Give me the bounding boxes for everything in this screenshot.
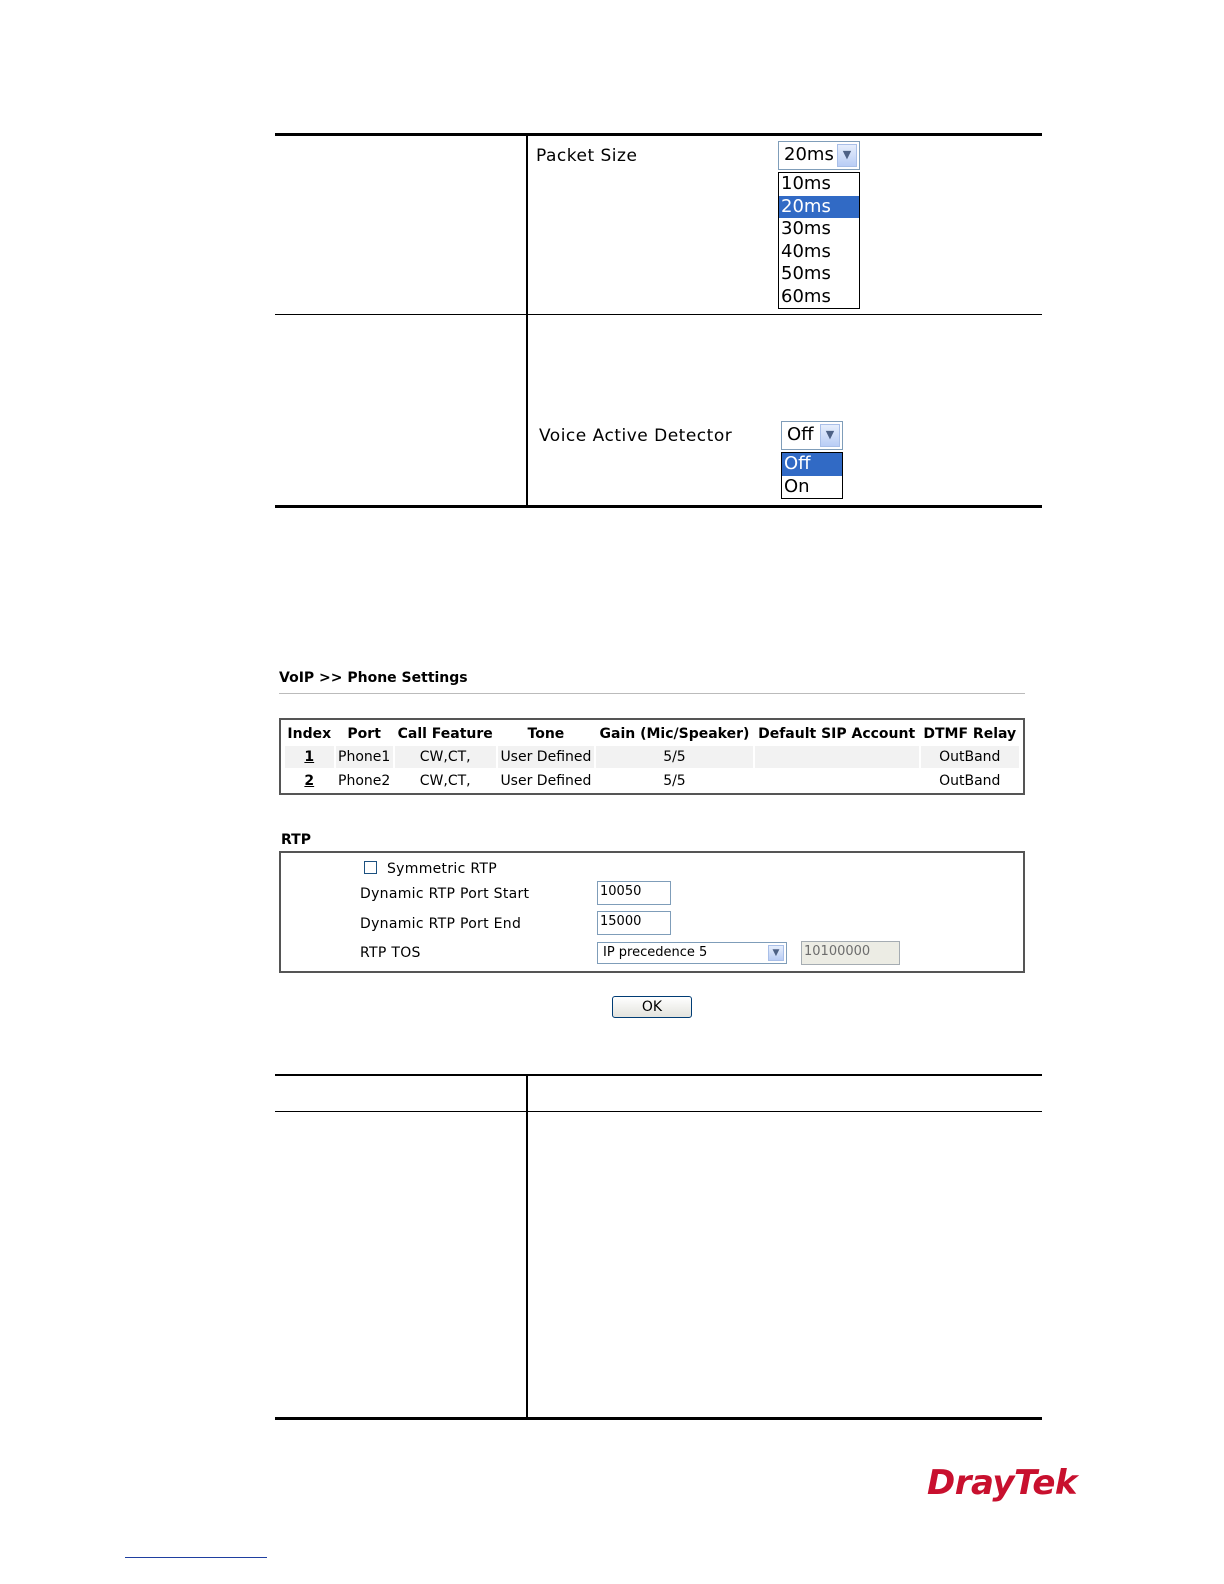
port-end-label: Dynamic RTP Port End bbox=[360, 916, 522, 932]
vad-dropdown bbox=[781, 452, 843, 499]
packet-size-dropdown bbox=[778, 172, 860, 309]
phone-table bbox=[283, 722, 1021, 794]
packet-size-option-selected[interactable]: 20ms bbox=[779, 196, 859, 219]
tone-cell: User Defined bbox=[500, 773, 592, 789]
col-port: Port bbox=[347, 726, 381, 742]
vad-selected: Off bbox=[787, 424, 814, 445]
symmetric-rtp-label: Symmetric RTP bbox=[387, 861, 497, 877]
packet-size-option[interactable]: 60ms bbox=[781, 285, 831, 307]
rtp-tos-selected: IP precedence 5 bbox=[603, 945, 708, 960]
chevron-down-icon[interactable]: ▼ bbox=[837, 144, 857, 167]
gain-cell: 5/5 bbox=[663, 773, 686, 789]
packet-size-option[interactable]: 10ms bbox=[781, 173, 831, 194]
col-sip-account: Default SIP Account bbox=[758, 726, 916, 742]
vad-option[interactable]: On bbox=[784, 475, 810, 497]
packet-size-label: Packet Size bbox=[536, 146, 638, 166]
sip-account-cell bbox=[755, 746, 919, 768]
dtmf-cell: OutBand bbox=[921, 746, 1019, 768]
sip-account-cell bbox=[755, 770, 919, 792]
chevron-down-icon[interactable]: ▼ bbox=[768, 945, 784, 961]
rtp-title: RTP bbox=[281, 832, 311, 848]
table-row bbox=[285, 770, 1019, 792]
vad-option-selected[interactable]: Off bbox=[782, 453, 842, 476]
packet-size-option[interactable]: 50ms bbox=[781, 263, 831, 284]
ok-button[interactable]: OK bbox=[612, 996, 692, 1018]
top-table-top-border bbox=[275, 133, 1042, 136]
bottom-table-header-divider bbox=[275, 1111, 1042, 1112]
rtp-tos-select[interactable] bbox=[597, 942, 787, 964]
draytek-logo bbox=[927, 1463, 1077, 1503]
top-table-row-divider bbox=[275, 314, 1042, 315]
call-feature-cell: CW,CT, bbox=[419, 773, 471, 789]
dtmf-cell: OutBand bbox=[939, 773, 1001, 789]
col-index: Index bbox=[287, 726, 332, 742]
col-call-feature: Call Feature bbox=[397, 726, 493, 742]
vad-label: Voice Active Detector bbox=[539, 426, 733, 446]
draytek-logo-text: DrayTek bbox=[927, 1463, 1078, 1503]
footer-rule bbox=[125, 1557, 267, 1558]
col-gain: Gain (Mic/Speaker) bbox=[599, 726, 750, 742]
phone-table-frame bbox=[279, 718, 1025, 795]
bottom-table-top-border bbox=[275, 1074, 1042, 1076]
index-link[interactable]: 2 bbox=[304, 773, 315, 789]
packet-size-select[interactable] bbox=[778, 141, 860, 170]
symmetric-rtp-checkbox[interactable] bbox=[364, 861, 377, 874]
port-cell: Phone2 bbox=[338, 773, 391, 789]
tone-cell: User Defined bbox=[498, 746, 595, 768]
call-feature-cell: CW,CT, bbox=[395, 746, 496, 768]
rtp-tos-label: RTP TOS bbox=[360, 945, 421, 961]
port-end-input[interactable]: 15000 bbox=[597, 911, 671, 935]
rtp-tos-value-input: 10100000 bbox=[801, 941, 900, 965]
top-table-bottom-border bbox=[275, 505, 1042, 508]
gain-cell: 5/5 bbox=[596, 746, 753, 768]
index-link[interactable]: 1 bbox=[285, 746, 334, 768]
port-start-label: Dynamic RTP Port Start bbox=[360, 886, 530, 902]
port-cell: Phone1 bbox=[336, 746, 393, 768]
vad-select[interactable] bbox=[781, 421, 843, 450]
table-row bbox=[285, 746, 1019, 768]
packet-size-option[interactable]: 40ms bbox=[781, 240, 831, 262]
breadcrumb-divider bbox=[279, 693, 1025, 694]
breadcrumb: VoIP >> Phone Settings bbox=[279, 670, 468, 686]
top-table-column-divider bbox=[526, 135, 528, 506]
bottom-table-bottom-border bbox=[275, 1417, 1042, 1420]
packet-size-selected: 20ms bbox=[784, 144, 834, 165]
col-tone: Tone bbox=[527, 726, 565, 742]
bottom-table-column-divider bbox=[526, 1075, 528, 1418]
port-start-input[interactable]: 10050 bbox=[597, 881, 671, 905]
packet-size-option[interactable]: 30ms bbox=[781, 218, 831, 239]
chevron-down-icon[interactable]: ▼ bbox=[820, 424, 840, 447]
col-dtmf: DTMF Relay bbox=[923, 726, 1017, 742]
phone-table-header bbox=[285, 724, 1019, 744]
